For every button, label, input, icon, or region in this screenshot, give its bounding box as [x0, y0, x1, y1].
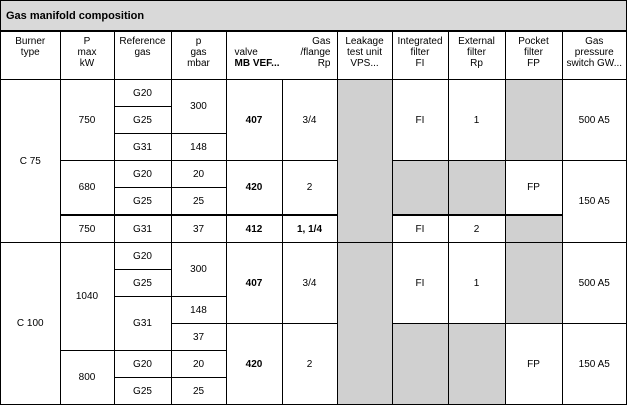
- external-filter-shaded-cell: [448, 324, 505, 405]
- gas-cell: G20: [114, 161, 171, 188]
- header-burner-type: Burner type: [1, 32, 60, 80]
- gas-cell: G31: [114, 215, 171, 243]
- flange-cell: 3/4: [282, 80, 337, 161]
- header-p-max: P max kW: [60, 32, 114, 80]
- leakage-shaded-cell: [337, 243, 392, 405]
- pmax-cell: 750: [60, 80, 114, 161]
- external-filter-cell: 1: [448, 243, 505, 324]
- table-row: [1, 215, 626, 243]
- integrated-filter-cell: FI: [392, 80, 448, 161]
- valve-cell: 407: [226, 243, 282, 324]
- pressure-cell: 148: [171, 297, 226, 324]
- valve-cell: 407: [226, 80, 282, 161]
- gas-cell: G31: [114, 134, 171, 161]
- valve-cell: 412: [226, 215, 282, 243]
- pressure-cell: 300: [171, 243, 226, 297]
- integrated-filter-shaded-cell: [392, 324, 448, 405]
- gas-cell: G20: [114, 243, 171, 270]
- table-title: Gas manifold composition: [1, 1, 626, 31]
- pocket-filter-cell: FP: [505, 324, 562, 405]
- burner-type-cell: C 75: [1, 80, 60, 243]
- gas-cell: G20: [114, 351, 171, 378]
- gas-cell: G25: [114, 270, 171, 297]
- gas-cell: G20: [114, 80, 171, 107]
- valve-cell: 420: [226, 324, 282, 405]
- switch-cell: 150 A5: [562, 324, 626, 405]
- flange-cell: 1, 1/4: [282, 215, 337, 243]
- table-row: [1, 243, 626, 270]
- flange-cell: 2: [282, 161, 337, 216]
- external-filter-shaded-cell: [448, 161, 505, 216]
- table-row: [1, 161, 626, 188]
- flange-cell: 2: [282, 324, 337, 405]
- pressure-cell: 20: [171, 351, 226, 378]
- header-integrated-filter: Integrated filter FI: [392, 32, 448, 80]
- header-gas-label: Gas: [312, 36, 331, 47]
- external-filter-cell: 2: [448, 215, 505, 243]
- gas-manifold-table: [1, 31, 626, 405]
- pressure-cell: 25: [171, 188, 226, 216]
- header-external-filter: External filter Rp: [448, 32, 505, 80]
- integrated-filter-cell: FI: [392, 215, 448, 243]
- pressure-cell: 37: [171, 215, 226, 243]
- header-p-gas: p gas mbar: [171, 32, 226, 80]
- pressure-cell: 148: [171, 134, 226, 161]
- gas-cell: G25: [114, 107, 171, 134]
- pressure-cell: 300: [171, 80, 226, 134]
- header-reference-gas: Reference gas: [114, 32, 171, 80]
- gas-cell: G25: [114, 188, 171, 216]
- valve-cell: 420: [226, 161, 282, 216]
- pressure-cell: 25: [171, 378, 226, 405]
- pressure-cell: 37: [171, 324, 226, 351]
- switch-cell: 500 A5: [562, 243, 626, 324]
- pocket-filter-shaded-cell: [505, 80, 562, 161]
- header-leakage-test: Leakage test unit VPS...: [337, 32, 392, 80]
- external-filter-cell: 1: [448, 80, 505, 161]
- burner-type-cell: C 100: [1, 243, 60, 405]
- header-gas-pressure-switch: Gas pressure switch GW...: [562, 32, 626, 80]
- header-gas-valve-flange: Gas valve MB VEF... /flange Rp: [226, 32, 337, 80]
- pmax-cell: 680: [60, 161, 114, 216]
- pmax-cell: 750: [60, 215, 114, 243]
- switch-cell: 500 A5: [562, 80, 626, 161]
- integrated-filter-cell: FI: [392, 243, 448, 324]
- pocket-filter-shaded-cell: [505, 243, 562, 324]
- pocket-filter-cell: FP: [505, 161, 562, 216]
- flange-cell: 3/4: [282, 243, 337, 324]
- header-pocket-filter: Pocket filter FP: [505, 32, 562, 80]
- integrated-filter-shaded-cell: [392, 161, 448, 216]
- gas-cell: G25: [114, 378, 171, 405]
- pmax-cell: 1040: [60, 243, 114, 351]
- leakage-shaded-cell: [337, 80, 392, 243]
- gas-cell: G31: [114, 297, 171, 351]
- pressure-cell: 20: [171, 161, 226, 188]
- switch-cell: 150 A5: [562, 161, 626, 243]
- pmax-cell: 800: [60, 351, 114, 405]
- header-row: [1, 32, 626, 80]
- pocket-filter-shaded-cell: [505, 215, 562, 243]
- table-row: [1, 80, 626, 107]
